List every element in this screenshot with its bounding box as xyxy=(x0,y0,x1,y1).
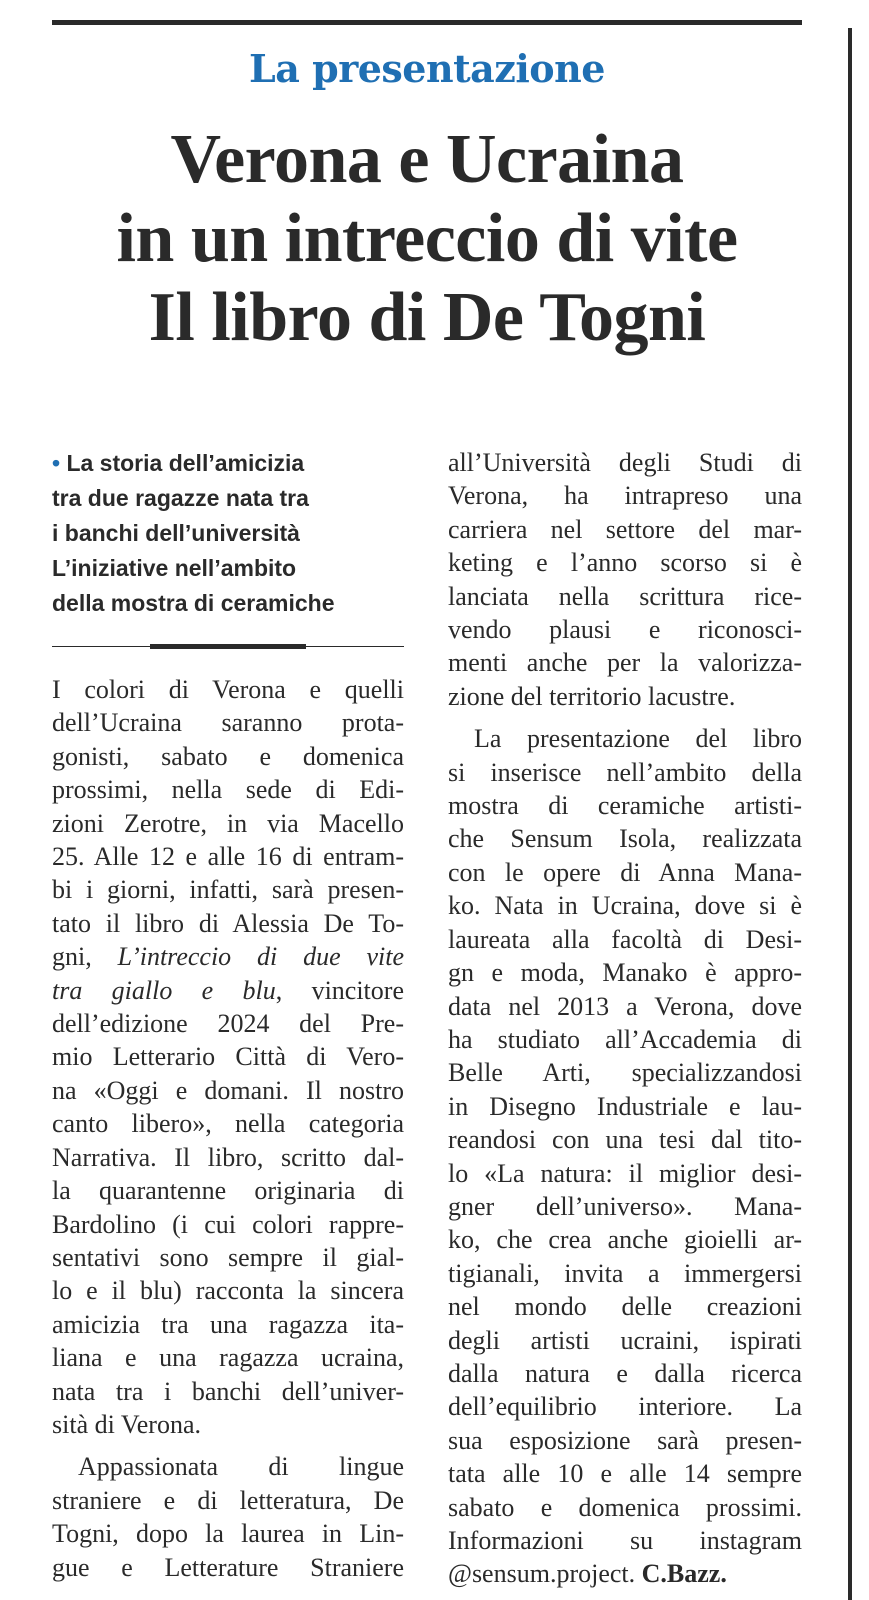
body-line: nel mondo delle creazioni xyxy=(448,1292,802,1322)
body-line: sabato e domenica prossimi. xyxy=(448,1492,802,1522)
body-line: La presentazione del libro xyxy=(474,724,802,754)
body-line: sità di Verona. xyxy=(52,1409,201,1439)
body-line: dell’equilibrio interiore. La xyxy=(448,1392,802,1422)
top-rule xyxy=(52,20,802,25)
body-line: la quarantenne originaria di xyxy=(52,1176,404,1206)
summary-block xyxy=(52,446,412,621)
bullet-icon: • xyxy=(52,450,61,476)
summary-line: della mostra di ceramiche xyxy=(52,590,335,616)
body-line: degli artisti ucraini, ispirati xyxy=(448,1325,802,1355)
book-title: tra giallo e blu xyxy=(52,975,276,1005)
body-line: @sensum.project. C.Bazz. xyxy=(448,1559,727,1589)
body-line: Narrativa. Il libro, scritto dal- xyxy=(52,1142,404,1172)
body-line: straniere e di letteratura, De xyxy=(52,1485,404,1515)
body-line: mostra di ceramiche artisti- xyxy=(448,791,802,821)
article-column-left xyxy=(52,673,404,1584)
headline-line: Verona e Ucraina xyxy=(170,121,684,198)
body-line: gner dell’universo». Mana- xyxy=(448,1191,802,1221)
body-line: laureata alla facoltà di Desi- xyxy=(448,924,802,954)
body-line: keting e l’anno scorso si è xyxy=(448,548,802,578)
body-line: amicizia tra una ragazza ita- xyxy=(52,1309,404,1339)
body-line: dell’edizione 2024 del Pre- xyxy=(52,1009,404,1039)
headline-line: in un intreccio di vite xyxy=(116,200,738,277)
body-line: gue e Letterature Straniere xyxy=(52,1552,404,1582)
body-line: ha studiato all’Accademia di xyxy=(448,1024,802,1054)
body-line: gni, L’intreccio di due vite xyxy=(52,942,404,972)
body-line: tato il libro di Alessia De To- xyxy=(52,908,404,938)
body-line: prossimi, nella sede di Edi- xyxy=(52,775,404,805)
body-line: dell’Ucraina saranno prota- xyxy=(52,708,404,738)
body-line: gn e moda, Manako è appro- xyxy=(448,958,802,988)
summary-line: tra due ragazze nata tra xyxy=(52,485,309,511)
body-line: Togni, dopo la laurea in Lin- xyxy=(52,1519,404,1549)
body-line: I colori di Verona e quelli xyxy=(52,675,404,704)
body-line: dalla natura e dalla ricerca xyxy=(448,1358,802,1388)
summary-line: La storia dell’amicizia xyxy=(66,450,305,476)
body-line: carriera nel settore del mar- xyxy=(448,514,802,544)
body-line: che Sensum Isola, realizzata xyxy=(448,824,802,854)
body-line: ko. Nata in Ucraina, dove si è xyxy=(448,891,802,921)
body-line: all’Università degli Studi di xyxy=(448,448,802,477)
body-line: in Disegno Industriale e lau- xyxy=(448,1091,802,1121)
body-line: Verona, ha intrapreso una xyxy=(448,481,802,511)
summary-line: i banchi dell’università xyxy=(52,520,300,546)
body-line: canto libero», nella categoria xyxy=(52,1109,404,1139)
body-line: tata alle 10 e alle 14 sempre xyxy=(448,1459,802,1489)
body-line: gonisti, sabato e domenica xyxy=(52,741,404,771)
headline-line: Il libro di De Togni xyxy=(148,279,706,356)
body-line: bi i giorni, infatti, sarà presen- xyxy=(52,875,404,905)
column-divider-rule xyxy=(848,28,852,1600)
body-line: tigianali, invita a immergersi xyxy=(448,1258,802,1288)
body-line: Informazioni su instagram xyxy=(448,1526,802,1555)
body-line: liana e una ragazza ucraina, xyxy=(52,1343,404,1373)
body-line: zione del territorio lacustre. xyxy=(448,681,736,711)
body-line: nata tra i banchi dell’univer- xyxy=(52,1376,404,1406)
body-line: na «Oggi e domani. Il nostro xyxy=(52,1075,404,1105)
book-title: L’intreccio di due vite xyxy=(117,942,404,972)
body-line: zioni Zerotre, in via Macello xyxy=(52,808,404,838)
body-line: tra giallo e blu, vincitore xyxy=(52,975,404,1005)
summary-line: L’iniziative nell’ambito xyxy=(52,555,297,581)
body-line: sua esposizione sarà presen- xyxy=(448,1425,802,1455)
body-line: si inserisce nell’ambito della xyxy=(448,757,802,787)
body-line: 25. Alle 12 e alle 16 di entram- xyxy=(52,842,404,872)
body-line: Bardolino (i cui colori rappre- xyxy=(52,1209,404,1239)
headline xyxy=(52,120,802,357)
section-kicker: La presentazione xyxy=(249,46,605,91)
body-line: lo «La natura: il miglior desi- xyxy=(448,1158,802,1188)
body-line: sentativi sono sempre il gial- xyxy=(52,1242,404,1272)
body-line: Belle Arti, specializzandosi xyxy=(448,1058,802,1088)
body-line: vendo plausi e riconosci- xyxy=(448,615,802,645)
summary-divider-accent xyxy=(150,644,306,649)
body-line: lanciata nella scrittura rice- xyxy=(448,581,802,611)
body-line: Appassionata di lingue xyxy=(78,1452,404,1482)
body-line: ko, che crea anche gioielli ar- xyxy=(448,1225,802,1255)
body-line: lo e il blu) racconta la sincera xyxy=(52,1276,404,1306)
body-line: menti anche per la valorizza- xyxy=(448,648,802,678)
author-signature: C.Bazz. xyxy=(641,1559,727,1589)
body-line: mio Letterario Città di Vero- xyxy=(52,1042,404,1072)
body-line: reandosi con una tesi dal tito- xyxy=(448,1125,802,1155)
article-column-right xyxy=(448,446,802,1591)
body-line: data nel 2013 a Verona, dove xyxy=(448,991,802,1021)
body-line: con le opere di Anna Mana- xyxy=(448,857,802,887)
